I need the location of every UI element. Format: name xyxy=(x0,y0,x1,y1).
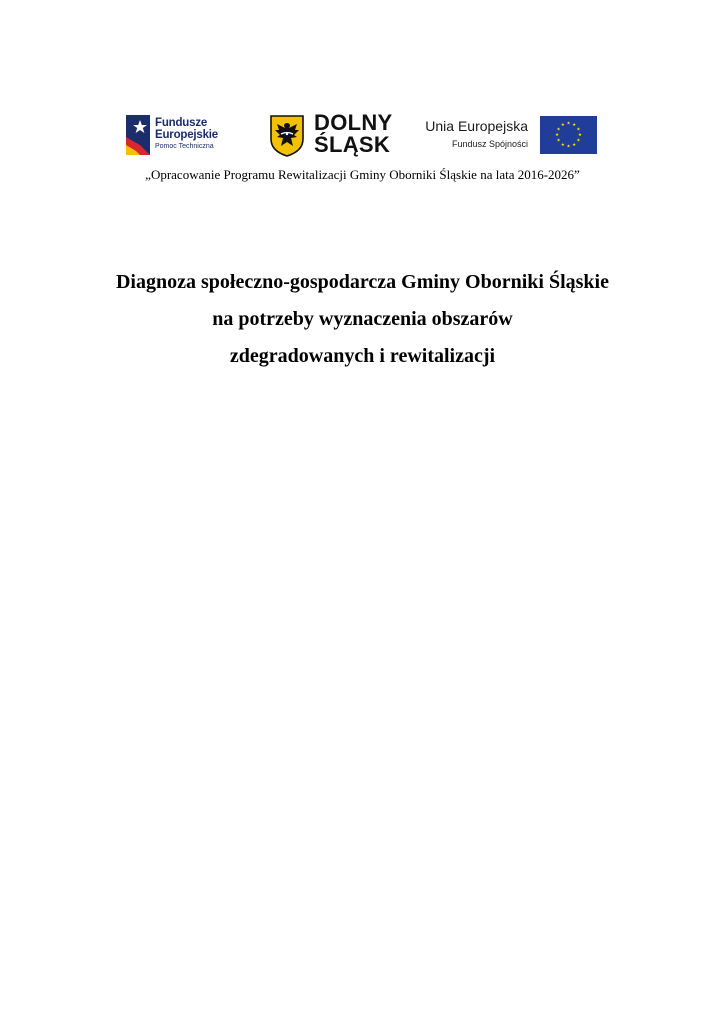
svg-text:★: ★ xyxy=(555,133,560,138)
svg-text:★: ★ xyxy=(560,123,565,129)
title-line-2: na potrzeby wyznaczenia obszarów xyxy=(212,308,513,330)
ue-line-fundusz: Fundusz Spójności xyxy=(451,139,528,149)
document-title xyxy=(0,264,725,375)
project-caption: „Opracowanie Programu Rewitalizacji Gminy Oborniki Śląskie na lata 2016-2026” xyxy=(145,167,580,182)
ds-line-slask: ŚLĄSK xyxy=(314,132,391,157)
ue-line-unia: Unia Europejska xyxy=(425,118,528,134)
fe-line-pomoc: Pomoc Techniczna xyxy=(155,143,214,150)
svg-text:★: ★ xyxy=(577,133,582,138)
title-line-3: zdegradowanych i rewitalizacji xyxy=(229,345,496,367)
ds-wordmark xyxy=(314,112,393,156)
svg-text:★: ★ xyxy=(556,127,561,133)
title-line-1: Diagnoza społeczno-gospodarcza Gminy Oborniki Śląskie xyxy=(115,271,609,293)
svg-text:★: ★ xyxy=(556,138,561,144)
ds-line-dolny: DOLNY xyxy=(314,110,393,135)
eagle-crest-icon xyxy=(270,115,304,157)
eu-flag-icon xyxy=(540,116,597,154)
svg-text:★: ★ xyxy=(576,127,581,133)
svg-text:★: ★ xyxy=(576,138,581,144)
svg-text:★: ★ xyxy=(566,121,571,127)
fe-line-europejskie: Europejskie xyxy=(155,129,218,141)
fundusze-europejskie-logo xyxy=(124,112,234,160)
fe-line-fundusze: Fundusze xyxy=(155,117,208,129)
svg-text:★: ★ xyxy=(566,144,571,150)
svg-text:★: ★ xyxy=(572,142,577,148)
ue-wordmark xyxy=(424,118,528,151)
dolny-slask-logo xyxy=(270,112,400,160)
unia-europejska-logo xyxy=(424,112,602,160)
logo-bar xyxy=(124,112,602,160)
fe-wordmark xyxy=(155,117,218,152)
svg-text:★: ★ xyxy=(572,123,577,129)
svg-text:★: ★ xyxy=(560,142,565,148)
fe-star-flag-icon xyxy=(126,115,150,155)
